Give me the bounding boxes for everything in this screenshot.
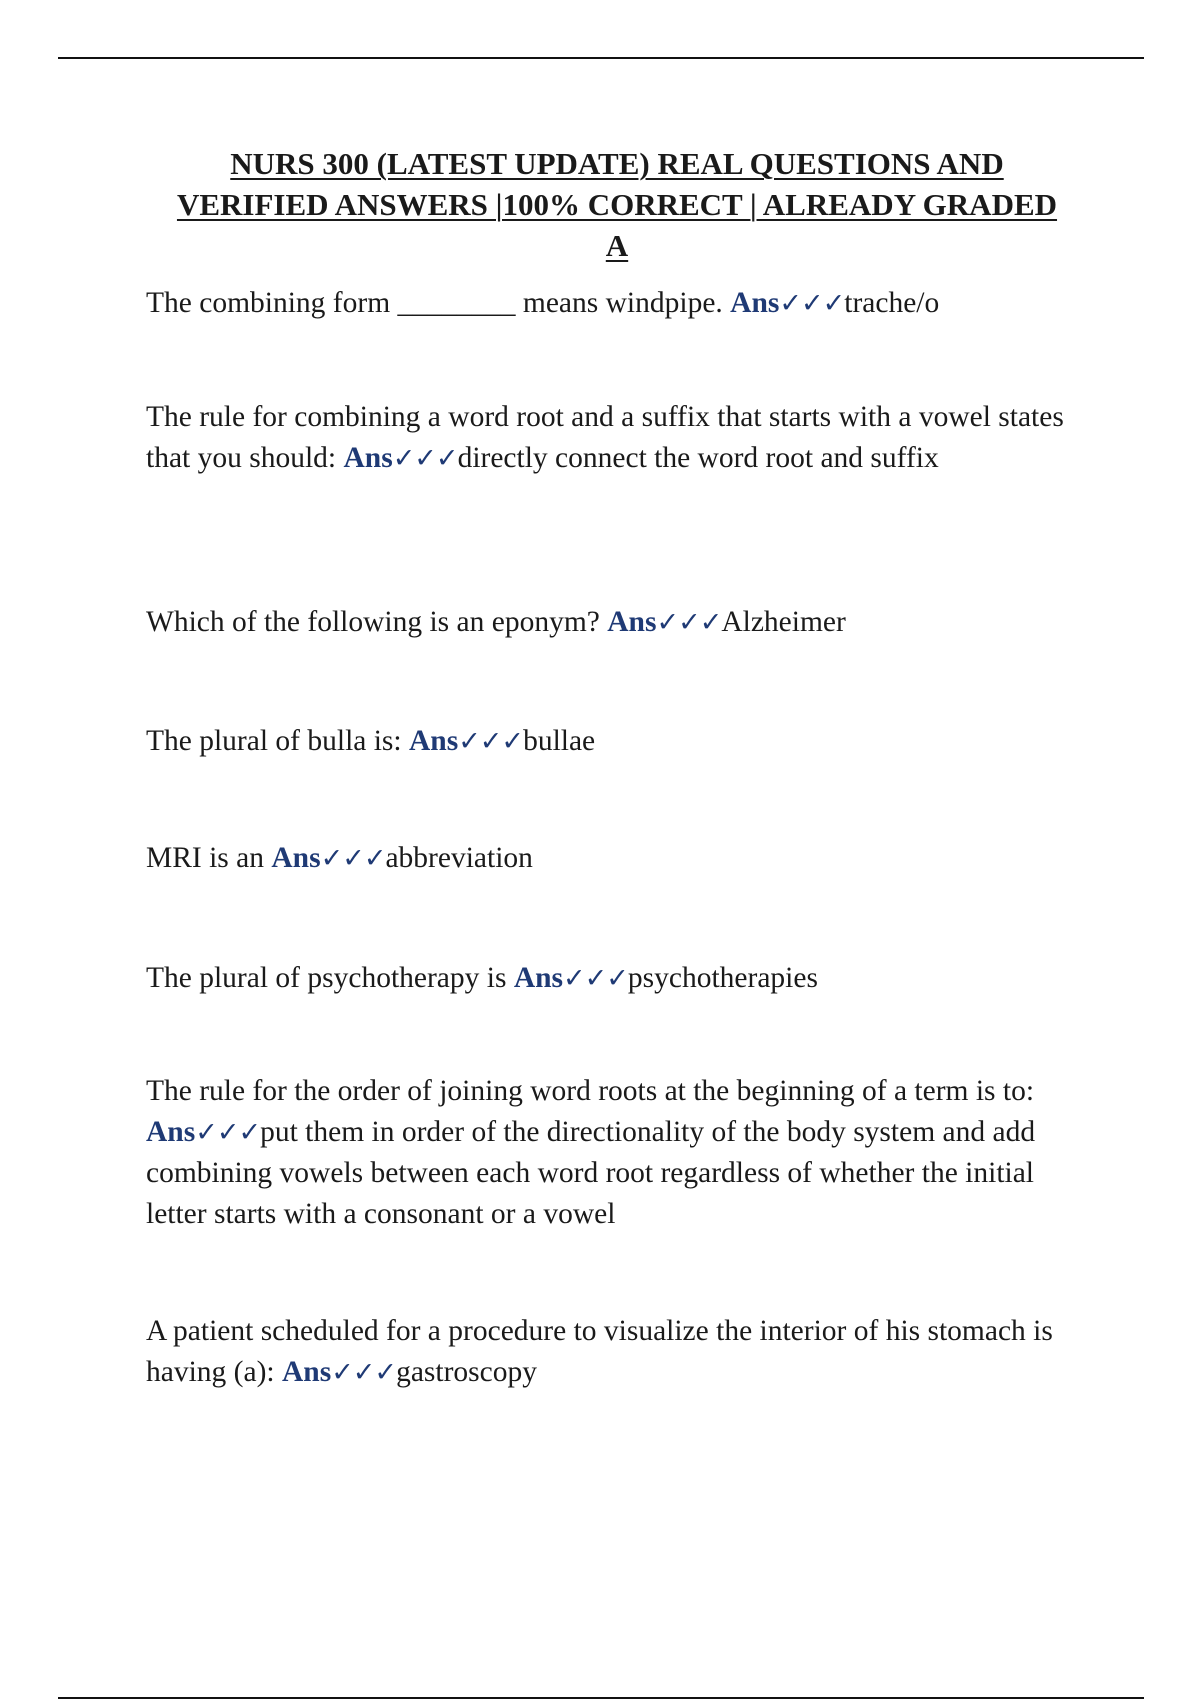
answer-label: Ans (513, 962, 564, 994)
answer-label: Ans (281, 1356, 332, 1388)
qa-item-1 (146, 283, 1076, 324)
checkmarks-icon: ✓✓✓ (195, 1117, 261, 1148)
answer-label: Ans (271, 842, 321, 874)
checkmarks-icon: ✓✓✓ (320, 843, 386, 874)
question-text: The rule for combining a word root and a suffix that starts with a vowel states that you should: (146, 401, 1064, 474)
answer-text: bullae (523, 725, 596, 757)
question-text: The plural of psychotherapy is (146, 962, 514, 994)
answer-text: put them in order of the directionality of the body system and add combining vowels between each word root regardless of whether the initial letter starts with a consonant or a vowel (146, 1116, 1036, 1230)
question-text: The combining form ________ means windpipe. (146, 287, 731, 319)
answer-label: Ans (343, 442, 393, 474)
question-text: MRI is an (146, 842, 272, 874)
qa-item-5 (146, 838, 1076, 879)
answer-label: Ans (607, 606, 657, 638)
question-text: The rule for the order of joining word roots at the beginning of a term is to: (146, 1075, 1035, 1107)
answer-text: trache/o (844, 287, 940, 319)
checkmarks-icon: ✓✓✓ (779, 288, 845, 319)
answer-text: psychotherapies (627, 962, 818, 994)
checkmarks-icon: ✓✓✓ (458, 726, 524, 757)
footer-rule (58, 1697, 1144, 1699)
checkmarks-icon: ✓✓✓ (392, 443, 458, 474)
question-text: The plural of bulla is: (146, 725, 409, 757)
qa-item-2 (146, 397, 1076, 479)
qa-item-6 (146, 958, 1076, 999)
answer-text: abbreviation (385, 842, 533, 874)
qa-item-3 (146, 602, 1076, 643)
title-line-3: A (605, 228, 629, 263)
document-title (100, 143, 1134, 266)
question-text: Which of the following is an eponym? (146, 606, 608, 638)
header-rule (58, 57, 1144, 59)
checkmarks-icon: ✓✓✓ (331, 1357, 397, 1388)
checkmarks-icon: ✓✓✓ (656, 607, 722, 638)
qa-item-4 (146, 721, 1076, 762)
qa-item-7 (146, 1071, 1076, 1235)
checkmarks-icon: ✓✓✓ (563, 963, 628, 994)
answer-label: Ans (730, 287, 780, 319)
title-line-1: NURS 300 (LATEST UPDATE) REAL QUESTIONS AND (230, 146, 1004, 181)
qa-item-8 (146, 1311, 1076, 1393)
answer-text: gastroscopy (396, 1356, 537, 1388)
title-line-2: VERIFIED ANSWERS |100% CORRECT | ALREADY GRADED (176, 187, 1058, 222)
answer-text: Alzheimer (721, 606, 846, 638)
answer-label: Ans (408, 725, 459, 757)
question-text: A patient scheduled for a procedure to visualize the interior of his stomach is having (a): (146, 1315, 1053, 1388)
answer-text: directly connect the word root and suffix (457, 442, 939, 474)
answer-label: Ans (146, 1116, 196, 1148)
